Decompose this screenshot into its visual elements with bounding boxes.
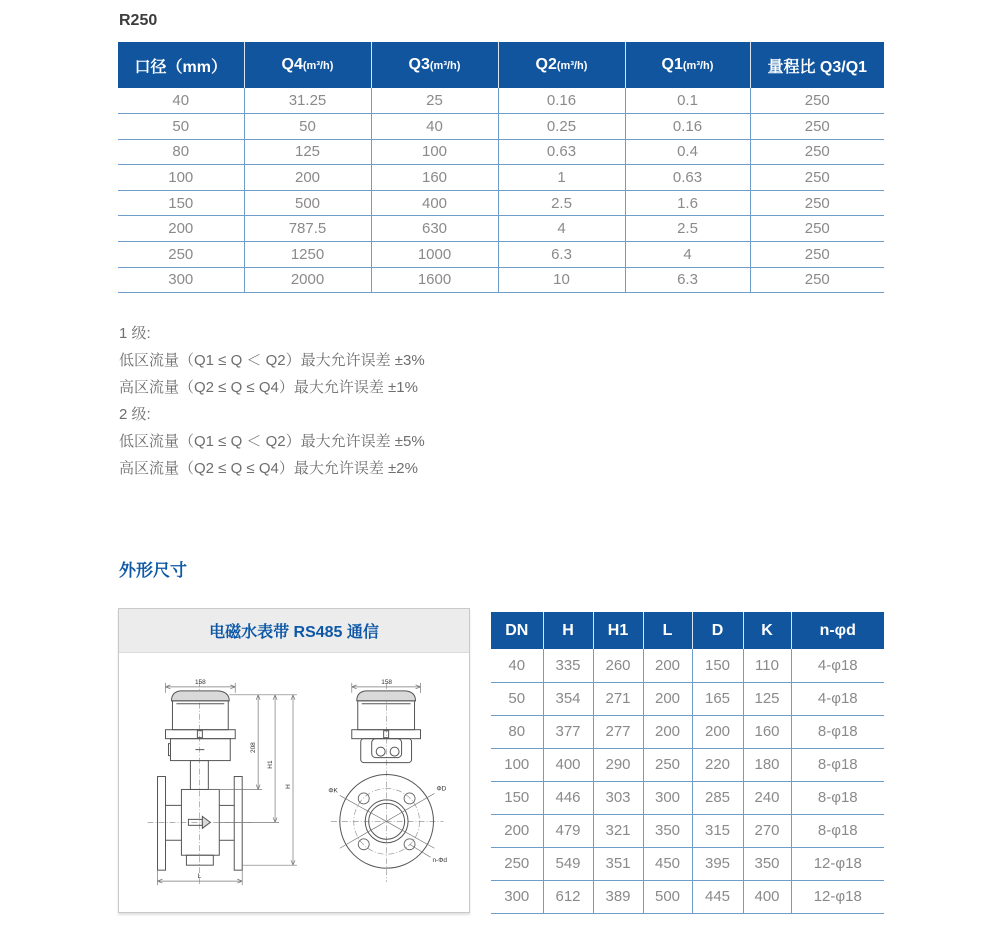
table-cell: 200 — [692, 715, 743, 748]
table-cell: 0.63 — [625, 165, 750, 191]
dimension-table — [491, 612, 884, 914]
table-cell: 2.5 — [625, 216, 750, 242]
dim-label-n-phi-d: n-Φd — [432, 857, 447, 865]
table-cell: 612 — [543, 880, 593, 913]
table-row — [118, 242, 884, 268]
table-cell: 80 — [491, 715, 543, 748]
table-cell: 250 — [750, 139, 884, 165]
table-cell: 31.25 — [244, 88, 371, 114]
table-cell: 389 — [593, 880, 643, 913]
table-cell: 8-φ18 — [791, 748, 884, 781]
col-header-label: Q4 — [281, 56, 303, 73]
accuracy-line: 高区流量（Q2 ≤ Q ≤ Q4）最大允许误差 ±1% — [119, 379, 418, 396]
table-cell: 350 — [643, 814, 692, 847]
table-cell: 250 — [750, 114, 884, 140]
accuracy-line: 2 级: — [119, 406, 151, 423]
dim-label-h: H — [285, 784, 293, 789]
table-cell: 1250 — [244, 242, 371, 268]
table-cell: 446 — [543, 781, 593, 814]
table-cell: 50 — [491, 682, 543, 715]
table-cell: 250 — [750, 88, 884, 114]
table-cell: 0.16 — [498, 88, 625, 114]
table-cell: 250 — [643, 748, 692, 781]
accuracy-line: 高区流量（Q2 ≤ Q ≤ Q4）最大允许误差 ±2% — [119, 460, 418, 477]
col-header-label: 量程比 Q3/Q1 — [767, 58, 868, 76]
section-heading-r250: R250 — [119, 12, 158, 29]
table-cell: 321 — [593, 814, 643, 847]
table-cell: 2.5 — [498, 190, 625, 216]
table-cell: 200 — [118, 216, 244, 242]
table-cell: 354 — [543, 682, 593, 715]
table-cell: 8-φ18 — [791, 814, 884, 847]
col-header-l: L — [643, 612, 692, 649]
dim-label-phi-k: ΦK — [328, 787, 338, 795]
table-cell: 40 — [491, 649, 543, 682]
table-row — [118, 190, 884, 216]
table-cell: 260 — [593, 649, 643, 682]
table-row — [491, 748, 884, 781]
table-cell: 400 — [743, 880, 791, 913]
table-cell: 10 — [498, 267, 625, 293]
table-cell: 400 — [371, 190, 498, 216]
table-cell: 630 — [371, 216, 498, 242]
table-cell: 300 — [118, 267, 244, 293]
table-cell: 200 — [643, 682, 692, 715]
table-cell: 0.4 — [625, 139, 750, 165]
col-header-h: H — [543, 612, 593, 649]
col-header-h1: H1 — [593, 612, 643, 649]
section-heading-dimensions: 外形尺寸 — [119, 561, 187, 580]
table-cell: 6.3 — [498, 242, 625, 268]
col-header-q2 — [498, 42, 625, 88]
table-cell: 6.3 — [625, 267, 750, 293]
table-cell: 250 — [750, 267, 884, 293]
table-cell: 300 — [643, 781, 692, 814]
col-header-label: 口径（mm） — [134, 58, 227, 76]
table-cell: 479 — [543, 814, 593, 847]
table-cell: 787.5 — [244, 216, 371, 242]
dim-label-phi-d: ΦD — [436, 785, 447, 793]
dimension-diagram-box — [118, 608, 470, 913]
diagram-title: 电磁水表带 RS485 通信 — [119, 609, 469, 653]
table-cell: 8-φ18 — [791, 781, 884, 814]
table-cell: 150 — [118, 190, 244, 216]
accuracy-line: 1 级: — [119, 325, 151, 342]
flow-rate-table — [118, 42, 884, 293]
table-row — [491, 649, 884, 682]
table-cell: 250 — [118, 242, 244, 268]
dim-label-158-front: 158 — [381, 678, 393, 686]
table-cell: 4 — [625, 242, 750, 268]
table-row — [491, 847, 884, 880]
table-cell: 100 — [118, 165, 244, 191]
meter-drawing-svg — [119, 653, 469, 912]
table-cell: 1.6 — [625, 190, 750, 216]
table-cell: 377 — [543, 715, 593, 748]
col-header-unit: (m³/h) — [302, 60, 334, 72]
table-cell: 4 — [498, 216, 625, 242]
table-cell: 110 — [743, 649, 791, 682]
col-header-diameter — [118, 42, 244, 88]
col-header-n-phi-d: n-φd — [791, 612, 884, 649]
table-cell: 250 — [491, 847, 543, 880]
table-cell: 12-φ18 — [791, 847, 884, 880]
table-row — [118, 267, 884, 293]
table-cell: 303 — [593, 781, 643, 814]
table-cell: 350 — [743, 847, 791, 880]
table-cell: 500 — [244, 190, 371, 216]
col-header-unit: (m³/h) — [429, 60, 461, 72]
table-cell: 1 — [498, 165, 625, 191]
accuracy-line: 低区流量（Q1 ≤ Q ＜ Q2）最大允许误差 ±3% — [119, 352, 425, 369]
table-cell: 270 — [743, 814, 791, 847]
dim-label-head-height: 208 — [250, 742, 258, 754]
table-cell: 240 — [743, 781, 791, 814]
table-cell: 445 — [692, 880, 743, 913]
table-row — [118, 139, 884, 165]
table-row — [491, 814, 884, 847]
table-cell: 250 — [750, 165, 884, 191]
table-cell: 160 — [743, 715, 791, 748]
table-cell: 200 — [491, 814, 543, 847]
col-header-d: D — [692, 612, 743, 649]
table-cell: 300 — [491, 880, 543, 913]
table-cell: 160 — [371, 165, 498, 191]
table-row — [118, 114, 884, 140]
table-cell: 0.63 — [498, 139, 625, 165]
table-cell: 250 — [750, 242, 884, 268]
table-cell: 4-φ18 — [791, 649, 884, 682]
table-header-row — [491, 612, 884, 649]
accuracy-notes — [119, 320, 425, 482]
table-cell: 0.25 — [498, 114, 625, 140]
col-header-ratio — [750, 42, 884, 88]
table-cell: 12-φ18 — [791, 880, 884, 913]
table-cell: 220 — [692, 748, 743, 781]
table-cell: 200 — [643, 715, 692, 748]
table-cell: 0.16 — [625, 114, 750, 140]
table-cell: 40 — [371, 114, 498, 140]
col-header-q1 — [625, 42, 750, 88]
flow-rate-table-body — [118, 88, 884, 293]
col-header-k: K — [743, 612, 791, 649]
table-cell: 315 — [692, 814, 743, 847]
col-header-unit: (m³/h) — [556, 60, 588, 72]
table-cell: 549 — [543, 847, 593, 880]
table-cell: 351 — [593, 847, 643, 880]
table-cell: 450 — [643, 847, 692, 880]
table-cell: 150 — [491, 781, 543, 814]
table-cell: 100 — [491, 748, 543, 781]
table-cell: 200 — [643, 649, 692, 682]
table-cell: 335 — [543, 649, 593, 682]
col-header-label: Q3 — [408, 56, 430, 73]
table-cell: 50 — [244, 114, 371, 140]
dimension-table-header — [491, 612, 884, 649]
table-cell: 200 — [244, 165, 371, 191]
table-cell: 4-φ18 — [791, 682, 884, 715]
table-row — [491, 781, 884, 814]
table-row — [491, 880, 884, 913]
col-header-unit: (m³/h) — [682, 60, 714, 72]
table-row — [491, 715, 884, 748]
technical-drawing — [119, 653, 469, 912]
table-cell: 150 — [692, 649, 743, 682]
table-cell: 500 — [643, 880, 692, 913]
table-cell: 395 — [692, 847, 743, 880]
table-cell: 0.1 — [625, 88, 750, 114]
col-header-q3 — [371, 42, 498, 88]
table-row — [118, 165, 884, 191]
table-cell: 100 — [371, 139, 498, 165]
table-cell: 125 — [743, 682, 791, 715]
table-cell: 40 — [118, 88, 244, 114]
col-header-q4 — [244, 42, 371, 88]
table-row — [118, 88, 884, 114]
table-cell: 1600 — [371, 267, 498, 293]
col-header-label: Q1 — [661, 56, 683, 73]
dim-label-h1: H1 — [267, 760, 275, 769]
table-cell: 1000 — [371, 242, 498, 268]
table-row — [118, 216, 884, 242]
table-cell: 285 — [692, 781, 743, 814]
table-cell: 165 — [692, 682, 743, 715]
table-cell: 250 — [750, 190, 884, 216]
table-cell: 400 — [543, 748, 593, 781]
table-cell: 2000 — [244, 267, 371, 293]
table-header-row — [118, 42, 884, 88]
table-row — [491, 682, 884, 715]
table-cell: 180 — [743, 748, 791, 781]
col-header-label: Q2 — [535, 56, 557, 73]
table-cell: 125 — [244, 139, 371, 165]
table-cell: 50 — [118, 114, 244, 140]
accuracy-line: 低区流量（Q1 ≤ Q ＜ Q2）最大允许误差 ±5% — [119, 433, 425, 450]
dim-label-158-side: 158 — [194, 678, 206, 686]
table-cell: 250 — [750, 216, 884, 242]
table-cell: 277 — [593, 715, 643, 748]
flow-rate-table-header — [118, 42, 884, 88]
table-cell: 8-φ18 — [791, 715, 884, 748]
table-cell: 80 — [118, 139, 244, 165]
table-cell: 290 — [593, 748, 643, 781]
col-header-dn: DN — [491, 612, 543, 649]
table-cell: 271 — [593, 682, 643, 715]
table-cell: 25 — [371, 88, 498, 114]
dimension-table-body — [491, 649, 884, 913]
dim-label-l: L — [197, 873, 202, 881]
